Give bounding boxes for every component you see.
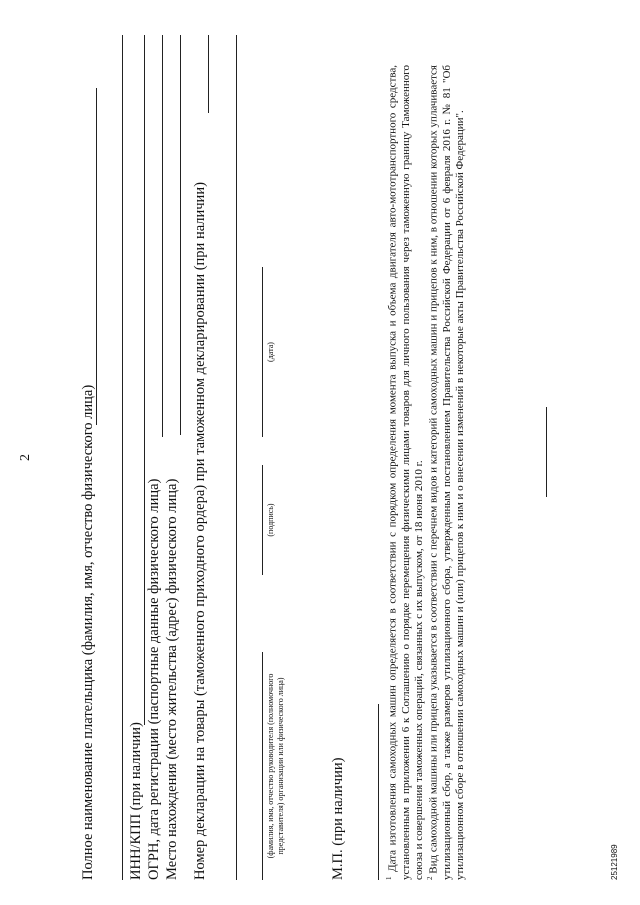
footnote-2 [424,65,467,880]
ogrn-line[interactable] [162,35,163,437]
signature-line[interactable] [262,465,263,575]
location-label: Место нахождения (место жительства (адрес) физического лица) [164,478,180,880]
payer-name-line-2[interactable] [122,35,123,880]
payer-name-label: Полное наименование плательщика (фамилия, имя, отчество физического лица) [80,384,96,880]
date-line[interactable] [262,267,263,437]
inn-kpp-line[interactable] [144,35,145,725]
location-line[interactable] [180,35,181,435]
date-caption: (дата) [266,342,275,362]
document-code: 25121989 [610,844,619,880]
name-caption: (фамилия, имя, отчество руководителя (полномочного представителя) организации или физического лица) [266,673,285,859]
name-sign-line[interactable] [262,652,263,880]
payer-name-line[interactable] [96,88,97,425]
footnote-1 [383,65,426,880]
footnote-separator [378,704,379,880]
footnote-1-mark: 1 [385,876,393,880]
ogrn-label: ОГРН, дата регистрации (паспортные данные физического лица) [146,478,162,880]
footnote-2-mark: 2 [426,876,434,880]
declaration-line-2[interactable] [236,35,237,880]
footnote-2-text: Вид самоходной машины или прицепа указывается в соответствии с перечнем видов и категорий самоходных машин и прицепов к ним, в отношении которых уплачивается утилизационный сбор, а также размеров утилизационного сбора, утвержденным постановлением Правительства Российской Федерации от 6 февраля 2016 г. № 81 "Об утилизационном сборе в отношении самоходных машин и (или) прицепов к ним и о внесении изменений в некоторые акты Правительства Российской Федерации". [427,65,467,880]
stamp-label: М.П. (при наличии) [330,757,346,880]
inn-kpp-label: ИНН/КПП (при наличии) [128,722,144,880]
declaration-label: Номер декларации на товары (таможенного приходного ордера) при таможенном декларировании (при наличии) [192,182,208,880]
signature-caption: (подпись) [266,503,275,537]
declaration-line[interactable] [208,35,209,113]
end-line [546,407,547,497]
page-number: 2 [18,454,33,461]
footnote-1-text: Дата изготовления самоходных машин определяется в соответствии с порядком определения момента выпуска и объема двигателя авто-мототранспортного средства, установленным в приложении 6 к Соглашению о порядке перемещения физическими лицами товаров для личного пользования через таможенную границу Таможенного союза и совершения таможенных операций, связанных с их выпуском, от 18 июня 2010 г. [386,64,426,880]
